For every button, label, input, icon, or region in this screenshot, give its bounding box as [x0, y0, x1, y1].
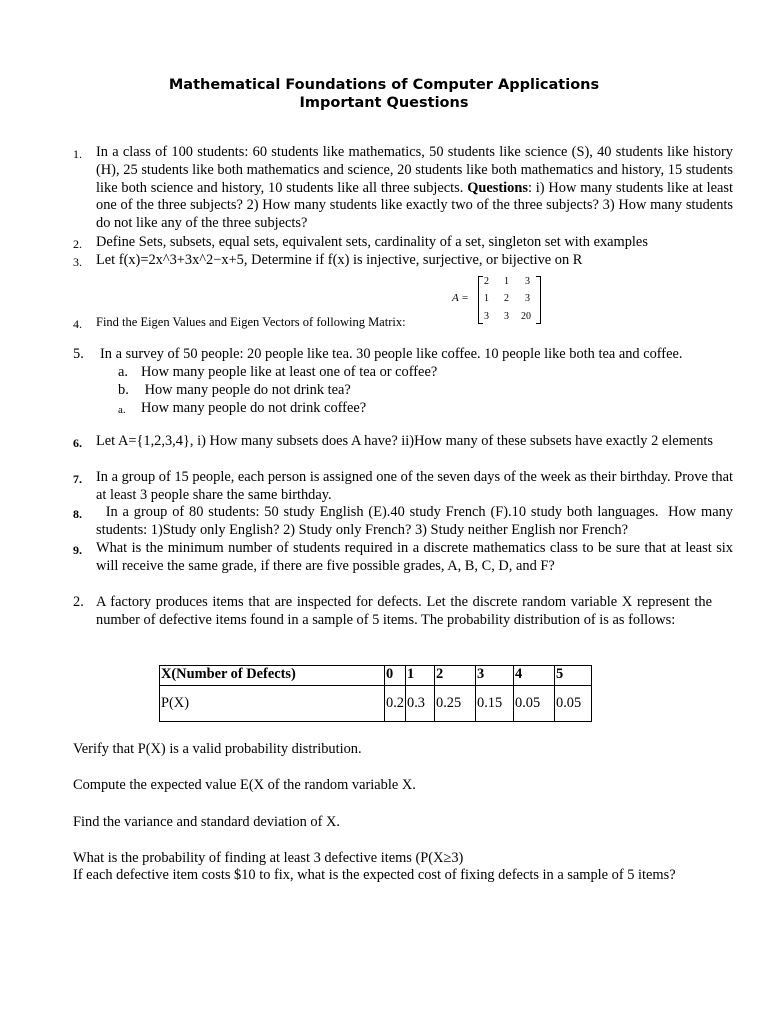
question-number: 9. [73, 543, 82, 557]
table-header-cell: 0 [385, 666, 406, 686]
matrix-cell: 20 [521, 311, 531, 322]
matrix-cell: 1 [484, 293, 489, 304]
sub-label: a. [118, 404, 126, 416]
matrix-cell: 3 [525, 276, 530, 287]
table-header-cell: X(Number of Defects) [160, 666, 385, 686]
table-cell: 0.25 [435, 686, 476, 722]
matrix-cell: 3 [484, 311, 489, 322]
matrix-cell: 3 [525, 293, 530, 304]
question-2-text: Define Sets, subsets, equal sets, equivalent sets, cardinality of a set, singleton set with examples [96, 234, 648, 250]
question-6-text: Let A={1,2,3,4}, i) How many subsets does A have? ii)How many of these subsets have exactly 2 elements [96, 433, 714, 449]
question-4-text: Find the Eigen Values and Eigen Vectors of following Matrix: [96, 315, 406, 329]
question-number: 7. [73, 472, 82, 486]
table-cell: 0.05 [555, 686, 592, 722]
question-number: 3. [73, 255, 82, 269]
question-number: 2. [73, 594, 84, 610]
sub-question-text: How many people do not drink coffee? [141, 400, 367, 416]
question-7-text: In a group of 15 people, each person is assigned one of the seven days of the week as their birthday. Prove that at least 3 people share the same birthday. [96, 469, 733, 503]
probability-question-text: A factory produces items that are inspected for defects. Let the discrete random variable X represent the number of defective items found in a sample of 5 items. The probability distribution of is as follows: [96, 594, 712, 628]
question-number: 5. [73, 346, 84, 362]
table-header-cell: 2 [435, 666, 476, 686]
question-1-bold-label: Questions [467, 179, 528, 196]
table-cell: 0.15 [476, 686, 514, 722]
table-cell: 0.2 [385, 686, 406, 722]
question-5-text: In a survey of 50 people: 20 people like tea. 30 people like coffee. 10 people like both tea and coffee. [100, 346, 683, 362]
question-1-subquestions: : i) How many students like at least one of the three subjects? 2) How many students like exactly two of the three subjects? 3) How many students do not like any of the three subjects? [96, 179, 733, 232]
sub-label: a. [118, 364, 128, 380]
table-header-row [160, 666, 592, 686]
question-8-text: In a group of 80 students: 50 study English (E).40 study French (F).10 study both languages. How many students: 1)Study only English? 2) Study only French? 3) Study neither English nor French? [96, 504, 737, 538]
task-line: Verify that P(X) is a valid probability distribution. [73, 741, 362, 757]
question-number: 2. [73, 237, 82, 251]
question-number: 6. [73, 436, 82, 450]
table-cell: 0.3 [406, 686, 435, 722]
eigen-matrix [452, 275, 542, 325]
sub-question-text: How many people like at least one of tea or coffee? [141, 364, 438, 380]
matrix-cell: 3 [504, 311, 509, 322]
document-title: Mathematical Foundations of Computer Applications [168, 77, 600, 93]
sub-label: b. [118, 382, 129, 398]
probability-distribution-table [159, 665, 592, 722]
matrix-cell: 1 [504, 276, 509, 287]
task-line: Find the variance and standard deviation of X. [73, 814, 340, 830]
document-subtitle: Important Questions [299, 95, 469, 111]
table-header-cell: 1 [406, 666, 435, 686]
matrix-label: A = [452, 292, 469, 304]
matrix-cell: 2 [504, 293, 509, 304]
matrix-cell: 2 [484, 276, 489, 287]
table-header-cell: 4 [514, 666, 555, 686]
task-line: If each defective item costs $10 to fix, what is the expected cost of fixing defects in a sample of 5 items? [73, 867, 676, 883]
question-3-text: Let f(x)=2x^3+3x^2−x+5, Determine if f(x) is injective, surjective, or bijective on R [96, 252, 583, 268]
question-number: 8. [73, 507, 82, 521]
question-9-text: What is the minimum number of students required in a discrete mathematics class to be sure that at least six will receive the same grade, if there are five possible grades, A, B, C, D, and F? [96, 540, 733, 574]
question-1-text [96, 144, 733, 233]
matrix-right-bracket [536, 276, 541, 324]
task-line: What is the probability of finding at least 3 defective items (P(X≥3) [73, 850, 464, 866]
question-number: 4. [73, 317, 82, 331]
table-cell: 0.05 [514, 686, 555, 722]
table-header-cell: 3 [476, 666, 514, 686]
sub-question-text: How many people do not drink tea? [141, 382, 351, 398]
table-header-cell: 5 [555, 666, 592, 686]
task-line: Compute the expected value E(X of the random variable X. [73, 777, 416, 793]
table-cell: P(X) [160, 686, 385, 722]
question-1-body: In a class of 100 students: 60 students like mathematics, 50 students like science (S), 40 students like history (H), 25 students like both mathematics and science, 20 students like both mathematics and history, 15 students like both science and history, 10 students like all three subjects. [96, 144, 733, 196]
table-row [160, 686, 592, 722]
matrix-left-bracket [478, 276, 483, 324]
question-number: 1. [73, 147, 82, 161]
